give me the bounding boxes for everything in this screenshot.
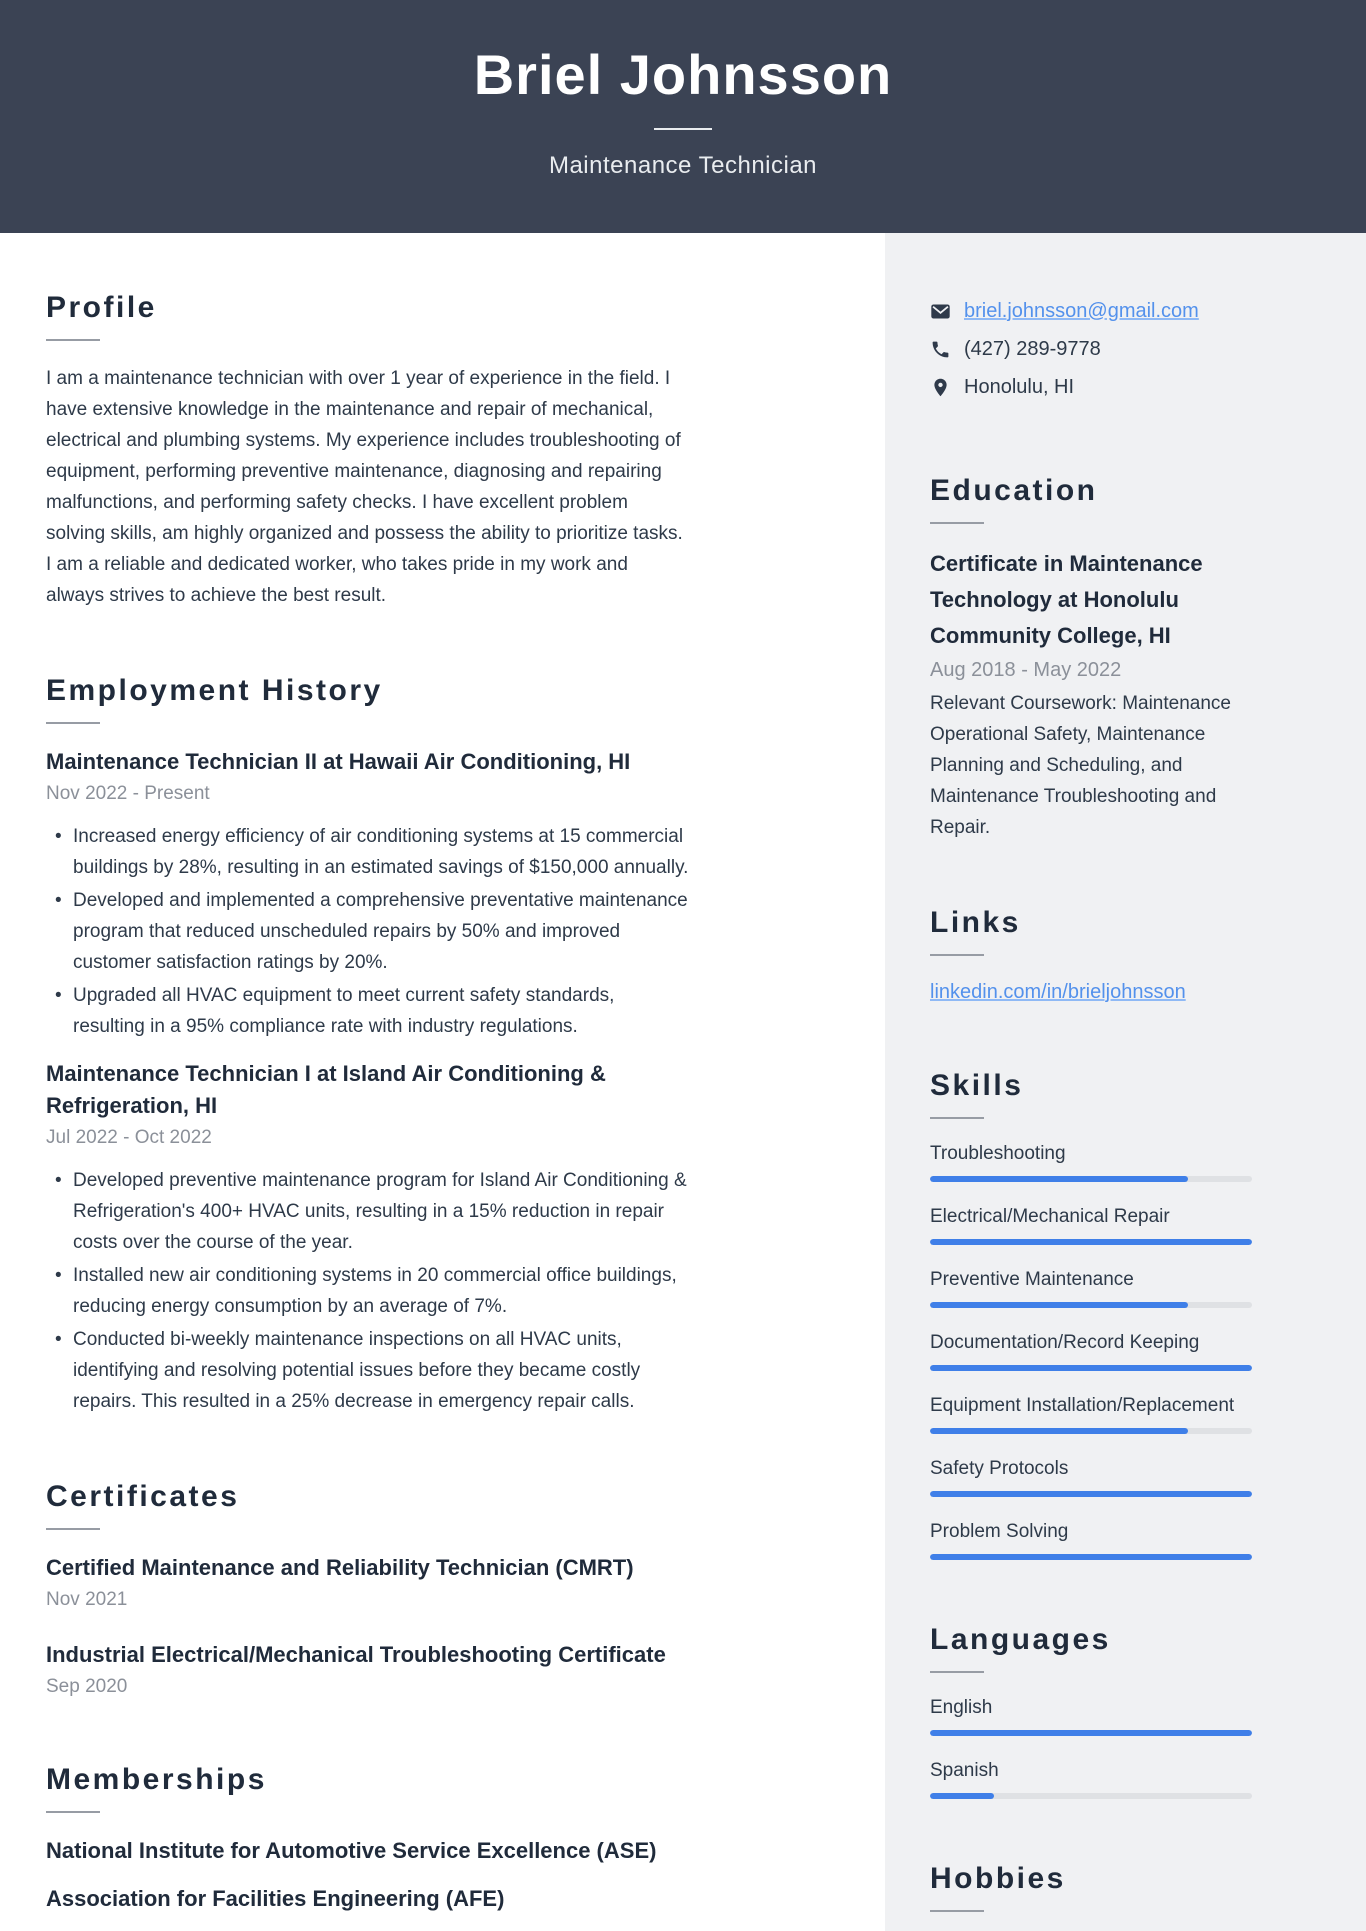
section-divider [930,1910,984,1912]
skill-bar-track [930,1365,1252,1371]
languages-section [930,1622,1252,1799]
language-bar-track [930,1793,1252,1799]
membership-entry: Association for Facilities Engineering (AFE) [46,1886,505,1911]
envelope-icon [930,301,951,322]
education-heading: Education [930,474,1098,507]
skill-bar-fill [930,1239,1252,1245]
job-bullet: • Increased energy efficiency of air conditioning systems at 15 commercial buildings by 28%, resulting in an estimated savings of $150,000 annually. [46,821,691,883]
location-text: Honolulu, HI [964,376,1075,398]
job-bullet: • Conducted bi-weekly maintenance inspections on all HVAC units, identifying and resolving potential issues before they became costly repairs. This resulted in a 25% decrease in emergency repair calls. [46,1324,691,1417]
profile-text: I am a maintenance technician with over 1 year of experience in the field. I have extensive knowledge in the maintenance and repair of mechanical, electrical and plumbing systems. My experience includes troubleshooting of equipment, performing preventive maintenance, diagnosing and repairing malfunctions, and performing safety checks. I have excellent problem solving skills, am highly organized and possess the ability to prioritize tasks. I am a reliable and dedicated worker, who takes pride in my work and always strives to achieve the best result. [46,368,683,606]
skill-bar-fill [930,1428,1188,1434]
contact-email-row [930,297,1252,325]
phone-number: (427) 289-9778 [964,338,1101,360]
skill-bar-track [930,1302,1252,1308]
hobbies-section [930,1861,1252,1912]
contact-block [930,297,1252,401]
language-item [930,1758,1252,1799]
language-name: Spanish [930,1760,999,1781]
profile-heading: Profile [46,291,157,324]
skill-item [930,1330,1252,1371]
skill-item [930,1204,1252,1245]
education-section [930,473,1252,843]
skill-bar-track [930,1554,1252,1560]
skill-item [930,1519,1252,1560]
language-bar-fill [930,1730,1252,1736]
skills-section [930,1068,1252,1560]
links-section [930,905,1252,1006]
job-entry [46,746,691,1042]
section-divider [930,522,984,524]
job-title: Maintenance Technician II at Hawaii Air Conditioning, HI [46,749,631,774]
membership-entry: National Institute for Automotive Service Excellence (ASE) [46,1838,657,1863]
skill-name: Problem Solving [930,1521,1069,1542]
job-bullet: • Installed new air conditioning systems in 20 commercial office buildings, reducing energy consumption by an average of 7%. [46,1260,691,1322]
certificate-entry [46,1552,691,1613]
skill-bar-fill [930,1365,1252,1371]
skill-bar-track [930,1428,1252,1434]
skill-name: Electrical/Mechanical Repair [930,1206,1170,1227]
job-entry [46,1058,691,1417]
header-divider [654,128,712,130]
memberships-heading: Memberships [46,1763,267,1796]
contact-phone-row [930,335,1252,363]
language-name: English [930,1697,993,1718]
certificates-heading: Certificates [46,1480,240,1513]
skill-item [930,1393,1252,1434]
language-item [930,1695,1252,1736]
certificate-date: Sep 2020 [46,1676,128,1697]
job-dates: Jul 2022 - Oct 2022 [46,1127,212,1148]
job-bullet: • Developed and implemented a comprehensive preventative maintenance program that reduced unscheduled repairs by 50% and improved customer satisfaction ratings by 20%. [46,885,691,978]
job-bullet-list [46,1165,691,1417]
languages-heading: Languages [930,1623,1111,1656]
section-divider [46,1811,100,1813]
skill-name: Safety Protocols [930,1458,1069,1479]
section-divider [46,722,100,724]
skill-name: Equipment Installation/Replacement [930,1395,1235,1416]
certificate-date: Nov 2021 [46,1589,128,1610]
job-bullet: • Developed preventive maintenance program for Island Air Conditioning & Refrigeration's 400+ HVAC units, resulting in a 15% reduction in repair costs over the course of the year. [46,1165,691,1258]
contact-location-row [930,373,1252,401]
job-bullet-list [46,821,691,1042]
employment-heading: Employment History [46,674,383,707]
education-description: Relevant Coursework: Maintenance Operational Safety, Maintenance Planning and Scheduling, and Maintenance Troubleshooting and Repair. [930,693,1231,838]
language-bar-track [930,1730,1252,1736]
skill-name: Preventive Maintenance [930,1269,1134,1290]
language-bar-fill [930,1793,994,1799]
resume-header [0,0,1366,233]
skill-item [930,1456,1252,1497]
skill-bar-track [930,1491,1252,1497]
skill-item [930,1141,1252,1182]
section-divider [930,1671,984,1673]
job-bullet: • Upgraded all HVAC equipment to meet current safety standards, resulting in a 95% compliance rate with industry regulations. [46,980,691,1042]
section-divider [46,1528,100,1530]
certificate-entry [46,1639,691,1700]
phone-icon [930,339,951,360]
employment-section [46,673,691,1417]
candidate-name: Briel Johnsson [473,43,893,106]
education-dates: Aug 2018 - May 2022 [930,659,1122,681]
skill-bar-fill [930,1176,1188,1182]
map-pin-icon [930,377,951,398]
links-heading: Links [930,906,1021,939]
skill-item [930,1267,1252,1308]
section-divider [930,954,984,956]
skill-bar-fill [930,1302,1188,1308]
skill-bar-track [930,1176,1252,1182]
skills-heading: Skills [930,1069,1024,1102]
skill-bar-track [930,1239,1252,1245]
section-divider [930,1117,984,1119]
certificates-section [46,1479,691,1700]
resume-body [0,233,1366,1931]
skill-bar-fill [930,1491,1252,1497]
education-degree: Certificate in Maintenance Technology at Honolulu Community College, HI [930,551,1203,648]
certificate-title: Certified Maintenance and Reliability Technician (CMRT) [46,1555,634,1580]
skill-name: Documentation/Record Keeping [930,1332,1200,1353]
job-title: Maintenance Technician I at Island Air Conditioning & Refrigeration, HI [46,1061,606,1118]
memberships-section [46,1762,691,1915]
certificate-title: Industrial Electrical/Mechanical Troubleshooting Certificate [46,1642,666,1667]
skill-name: Troubleshooting [930,1143,1066,1164]
skill-bar-fill [930,1554,1252,1560]
linkedin-link[interactable]: linkedin.com/in/brieljohnsson [930,981,1186,1003]
candidate-job-title: Maintenance Technician [548,151,818,179]
left-column [0,233,885,1931]
link-row [930,978,1252,1006]
sidebar [885,233,1366,1931]
job-dates: Nov 2022 - Present [46,783,210,804]
profile-section [46,290,691,611]
email-link[interactable]: briel.johnsson@gmail.com [964,300,1199,322]
hobbies-heading: Hobbies [930,1862,1066,1895]
section-divider [46,339,100,341]
